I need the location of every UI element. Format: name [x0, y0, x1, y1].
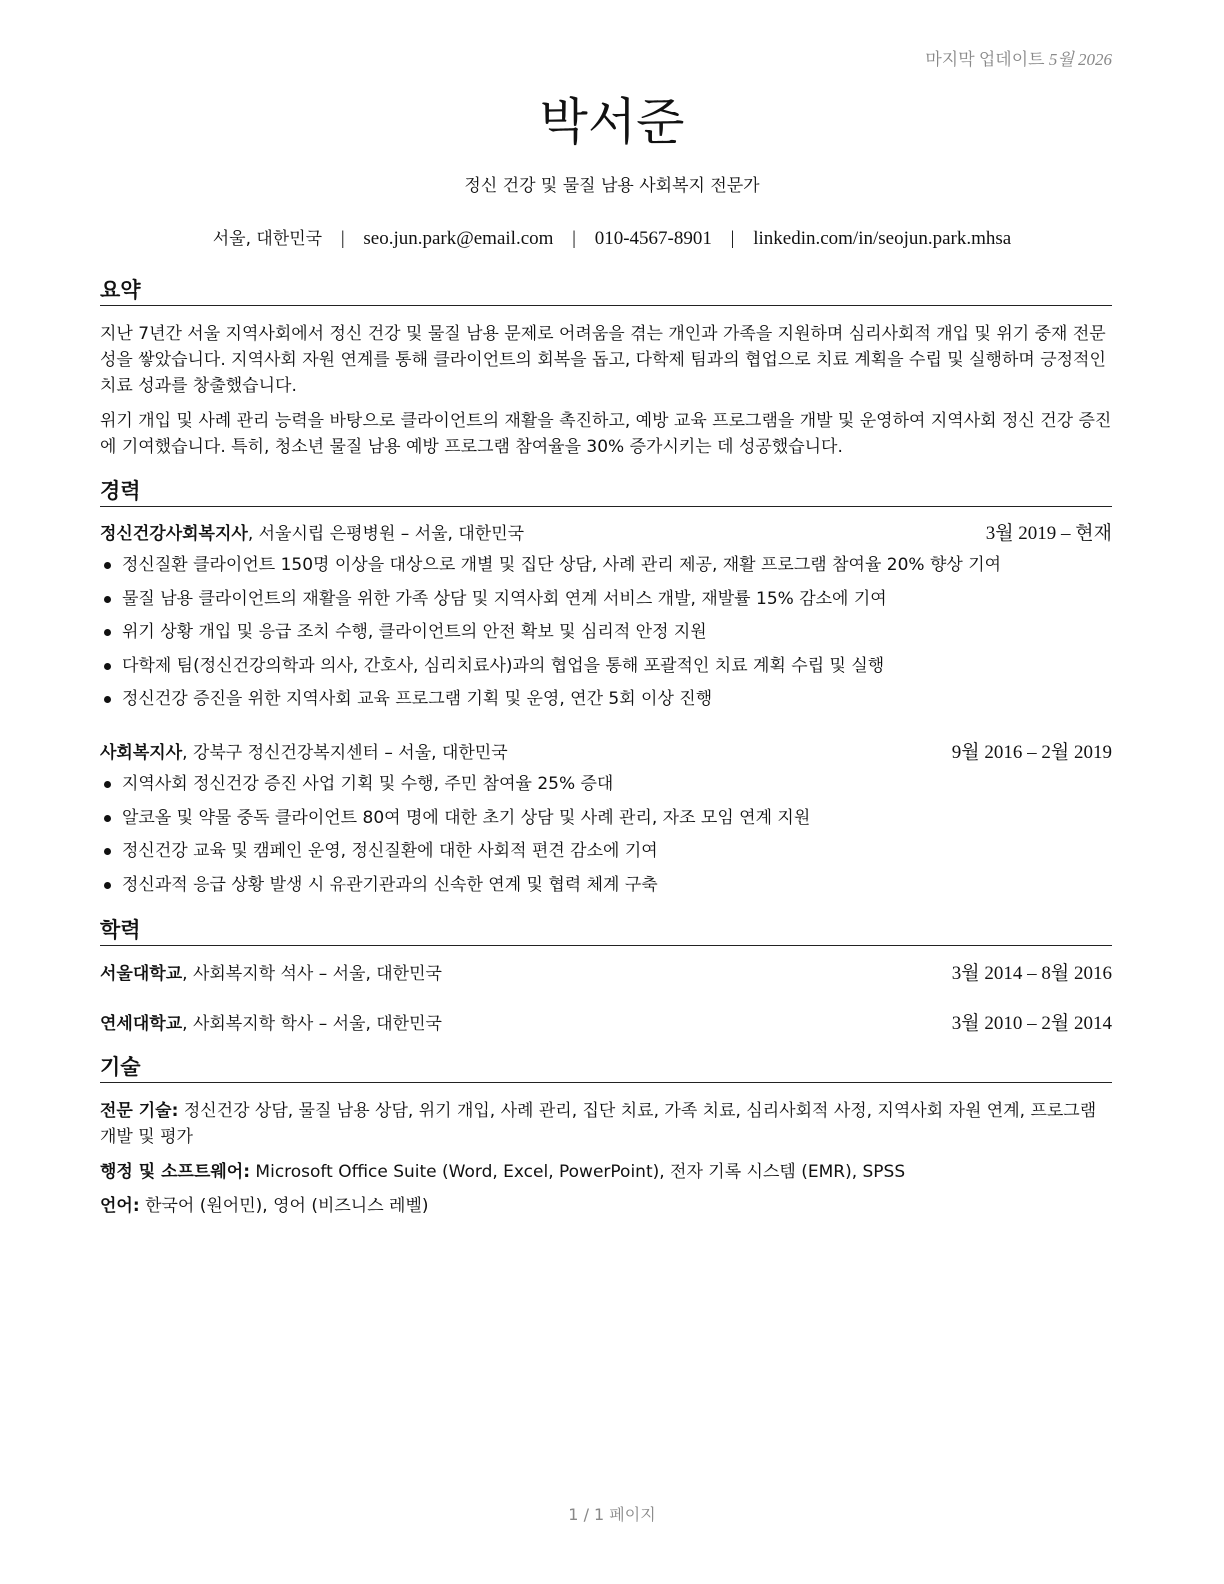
page-indicator: 1 / 1 페이지	[568, 1505, 656, 1524]
skill-line	[100, 1159, 1116, 1185]
summary-paragraph-2: 위기 개입 및 사례 관리 능력을 바탕으로 클라이언트의 재활을 촉진하고, 예방 교육 프로그램을 개발 및 운영하여 지역사회 정신 건강 증진에 기여했습니다. 특히, 청소년 물질 남용 예방 프로그램 참여율을 30% 증가시키는 데 성공했습니다.	[100, 411, 1112, 457]
skill-value: Microsoft Office Suite (Word, Excel, PowerPoint), 전자 기록 시스템 (EMR), SPSS	[255, 1162, 906, 1182]
job-bullet: 위기 상황 개입 및 응급 조치 수행, 클라이언트의 안전 확보 및 심리적 안정 지원	[100, 619, 1112, 653]
education-dates: 3월 2014 – 8월 2016	[951, 963, 1112, 984]
section-title-skills: 기술	[100, 1054, 1112, 1083]
job-bullets	[100, 552, 1112, 720]
job-bullet: 알코올 및 약물 중독 클라이언트 80여 명에 대한 초기 상담 및 사례 관리, 자조 모임 연계 지원	[100, 805, 1112, 839]
job-bullet: 다학제 팀(정신건강의학과 의사, 간호사, 심리치료사)과의 협업을 통해 포괄적인 치료 계획 수립 및 실행	[100, 653, 1112, 687]
education-item: 서울대학교, 사회복지학 석사 – 서울, 대한민국 3월 2014 – 8월 2016	[100, 961, 1112, 987]
education-detail: 사회복지학 학사 – 서울, 대한민국	[192, 1014, 442, 1034]
contact-line	[0, 224, 1224, 250]
job-org: 강북구 정신건강복지센터 – 서울, 대한민국	[192, 743, 508, 763]
contact-separator: |	[572, 228, 576, 249]
professional-headline: 정신 건강 및 물질 남용 사회복지 전문가	[464, 176, 760, 196]
contact-linkedin-link[interactable]: linkedin.com/in/seojun.park.mhsa	[753, 228, 1012, 249]
skill-line	[100, 1098, 1116, 1150]
job-bullet: 정신건강 증진을 위한 지역사회 교육 프로그램 기획 및 운영, 연간 5회 이상 진행	[100, 686, 1112, 720]
last-updated-label: 마지막 업데이트	[925, 50, 1045, 69]
skill-value: 정신건강 상담, 물질 남용 상담, 위기 개입, 사례 관리, 집단 치료, 가족 치료, 심리사회적 사정, 지역사회 자원 연계, 프로그램 개발 및 평가	[100, 1101, 1097, 1147]
education-school: 연세대학교	[100, 1014, 183, 1034]
section-title-summary: 요약	[100, 277, 1112, 306]
job-bullet: 물질 남용 클라이언트의 재활을 위한 가족 상담 및 지역사회 연계 서비스 개발, 재발률 15% 감소에 기여	[100, 586, 1112, 620]
contact-phone[interactable]: 010-4567-8901	[594, 228, 712, 249]
contact-location: 서울, 대한민국	[212, 229, 323, 249]
job-bullets	[100, 771, 1112, 905]
education-item: 연세대학교, 사회복지학 학사 – 서울, 대한민국 3월 2010 – 2월 2014	[100, 1011, 1112, 1037]
skill-label: 언어:	[100, 1196, 140, 1216]
job-bullet: 지역사회 정신건강 증진 사업 기획 및 수행, 주민 참여율 25% 증대	[100, 771, 1112, 805]
job-bullet: 정신건강 교육 및 캠페인 운영, 정신질환에 대한 사회적 편견 감소에 기여	[100, 838, 1112, 872]
skill-line	[100, 1193, 1116, 1219]
section-title-experience: 경력	[100, 478, 1112, 507]
section-title-education: 학력	[100, 917, 1112, 946]
contact-email-link[interactable]: seo.jun.park@email.com	[363, 228, 554, 249]
education-school: 서울대학교	[100, 964, 183, 984]
skill-value: 한국어 (원어민), 영어 (비즈니스 레벨)	[145, 1196, 429, 1216]
skill-label: 행정 및 소프트웨어:	[100, 1162, 251, 1182]
education-detail: 사회복지학 석사 – 서울, 대한민국	[192, 964, 442, 984]
job-bullet: 정신과적 응급 상황 발생 시 유관기관과의 신속한 연계 및 협력 체계 구축	[100, 872, 1112, 906]
education-dates: 3월 2010 – 2월 2014	[951, 1013, 1112, 1034]
job-dates: 9월 2016 – 2월 2019	[951, 742, 1112, 763]
job-role: 정신건강사회복지사	[100, 524, 248, 544]
skill-label: 전문 기술:	[100, 1101, 179, 1121]
last-updated-date: 5월 2026	[1048, 50, 1112, 69]
contact-separator: |	[730, 228, 735, 249]
job-header: 사회복지사, 강북구 정신건강복지센터 – 서울, 대한민국 9월 2016 – 2월 2019	[100, 740, 1112, 766]
summary-paragraph-1: 지난 7년간 서울 지역사회에서 정신 건강 및 물질 남용 문제로 어려움을 겪는 개인과 가족을 지원하며 심리사회적 개입 및 위기 중재 전문성을 쌓았습니다. 지역사회 자원 연계를 통해 클라이언트의 회복을 돕고, 다학제 팀과의 협업으로 치료 계획을 수립 및 실행하며 긍정적인 치료 성과를 창출했습니다.	[100, 324, 1106, 396]
job-header: 정신건강사회복지사, 서울시립 은평병원 – 서울, 대한민국 3월 2019 – 현재	[100, 521, 1112, 547]
job-role: 사회복지사	[100, 743, 183, 763]
job-org: 서울시립 은평병원 – 서울, 대한민국	[258, 524, 525, 544]
last-updated	[925, 45, 1112, 70]
contact-separator: |	[340, 228, 345, 249]
job-dates: 3월 2019 – 현재	[985, 523, 1112, 544]
job-bullet: 정신질환 클라이언트 150명 이상을 대상으로 개별 및 집단 상담, 사례 관리 제공, 재활 프로그램 참여율 20% 향상 기여	[100, 552, 1112, 586]
person-name: 박서준	[539, 93, 685, 151]
